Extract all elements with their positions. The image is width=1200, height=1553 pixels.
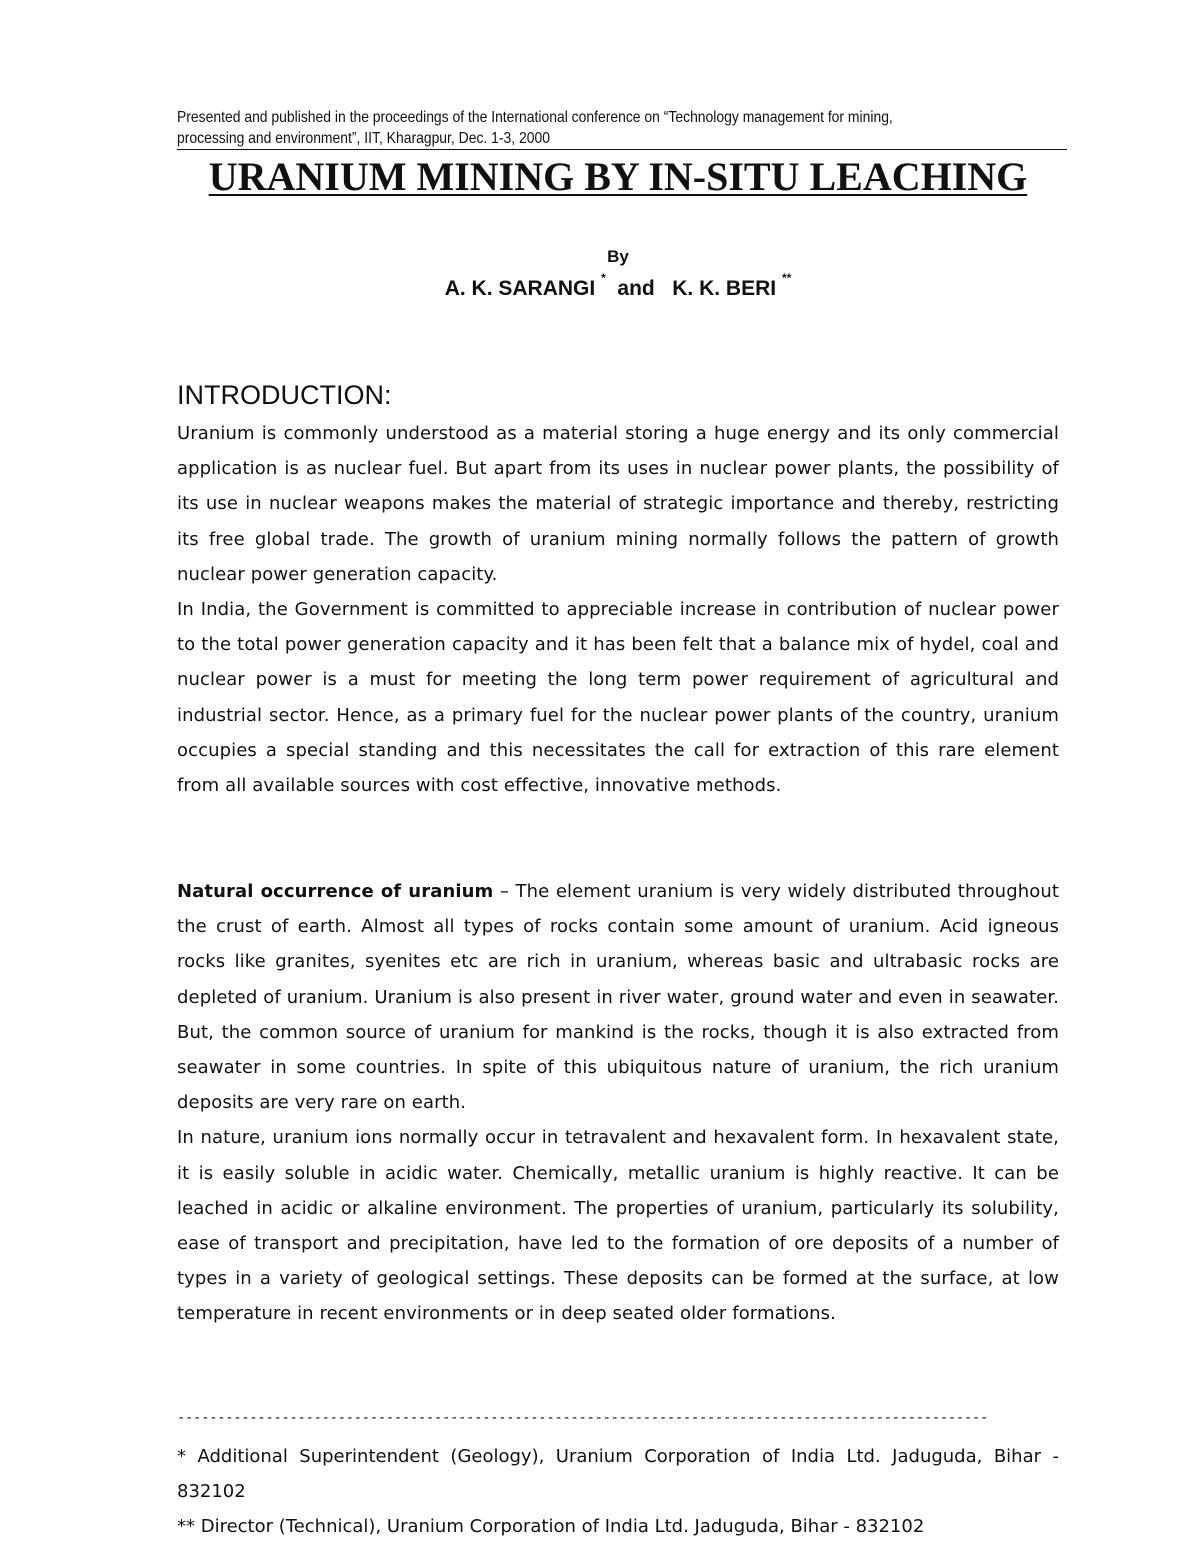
footnote-separator: ----------------------------------------------------------------------------------------------------- [177,1410,988,1426]
paper-title: URANIUM MINING BY IN-SITU LEACHING [208,154,1028,199]
author-2-footnote-mark: ** [781,271,792,285]
natural-occurrence-paragraph-1-text: – The element uranium is very widely distributed throughout the crust of earth. Almost all types of rocks contain some amount of uranium. Acid igneous rocks like granites, syenites etc are rich in uranium, whereas basic and ultrabasic rocks are depleted of uranium. Uranium is also present in river water, ground water and even in seawater. But, the common source of uranium for mankind is the rocks, though it is also extracted from seawater in some countries. In spite of this ubiquitous nature of uranium, the rich uranium deposits are very rare on earth. [177,881,1060,1114]
natural-occurrence-body [177,874,1059,1332]
footnote-2: ** Director (Technical), Uranium Corporation of India Ltd. Jaduguda, Bihar - 832102 [177,1516,925,1537]
publication-note-line-2: processing and environment”, IIT, Kharagpur, Dec. 1-3, 2000 [177,130,550,147]
natural-occurrence-paragraph-2: In nature, uranium ions normally occur in tetravalent and hexavalent form. In hexavalent state, it is easily soluble in acidic water. Chemically, metallic uranium is highly reactive. It can be leached in acidic or alkaline environment. The properties of uranium, particularly its solubility, ease of transport and precipitation, have led to the formation of ore deposits of a number of types in a variety of geological settings. These deposits can be formed at the surface, at low temperature in recent environments or in deep seated older formations. [177,1127,1059,1325]
publication-note-line-1: Presented and published in the proceedings of the International conference on “Technology management for mining, [177,109,893,126]
footnote-1: * Additional Superintendent (Geology), Uranium Corporation of India Ltd. Jaduguda, Bihar - 832102 [177,1446,1059,1502]
footnotes [177,1439,1059,1544]
author-conjunction: and [617,277,655,300]
introduction-paragraph-1: Uranium is commonly understood as a material storing a huge energy and its only commercial application is as nuclear fuel. But apart from its uses in nuclear power plants, the possibility of its use in nuclear weapons makes the material of strategic importance and thereby, restricting its free global trade. The growth of uranium mining normally follows the pattern of growth nuclear power generation capacity. [177,423,1059,585]
author-1: A. K. SARANGI [444,277,596,300]
natural-occurrence-paragraph-1 [177,874,1059,1120]
byline-by: By [607,247,629,266]
introduction-paragraph-2: In India, the Government is committed to appreciable increase in contribution of nuclear power to the total power generation capacity and it has been felt that a balance mix of hydel, coal and nuclear power is a must for meeting the long term power requirement of agricultural and industrial sector. Hence, as a primary fuel for the nuclear power plants of the country, uranium occupies a special standing and this necessitates the call for extraction of this rare element from all available sources with cost effective, innovative methods. [177,599,1059,797]
author-line [0,271,1200,301]
introduction-body [177,416,1059,803]
author-2: K. K. BERI [672,277,777,300]
author-1-footnote-mark: * [601,271,606,285]
natural-occurrence-heading: Natural occurrence of uranium [177,881,494,902]
introduction-heading: INTRODUCTION: [177,380,392,410]
publication-note [177,107,1067,150]
